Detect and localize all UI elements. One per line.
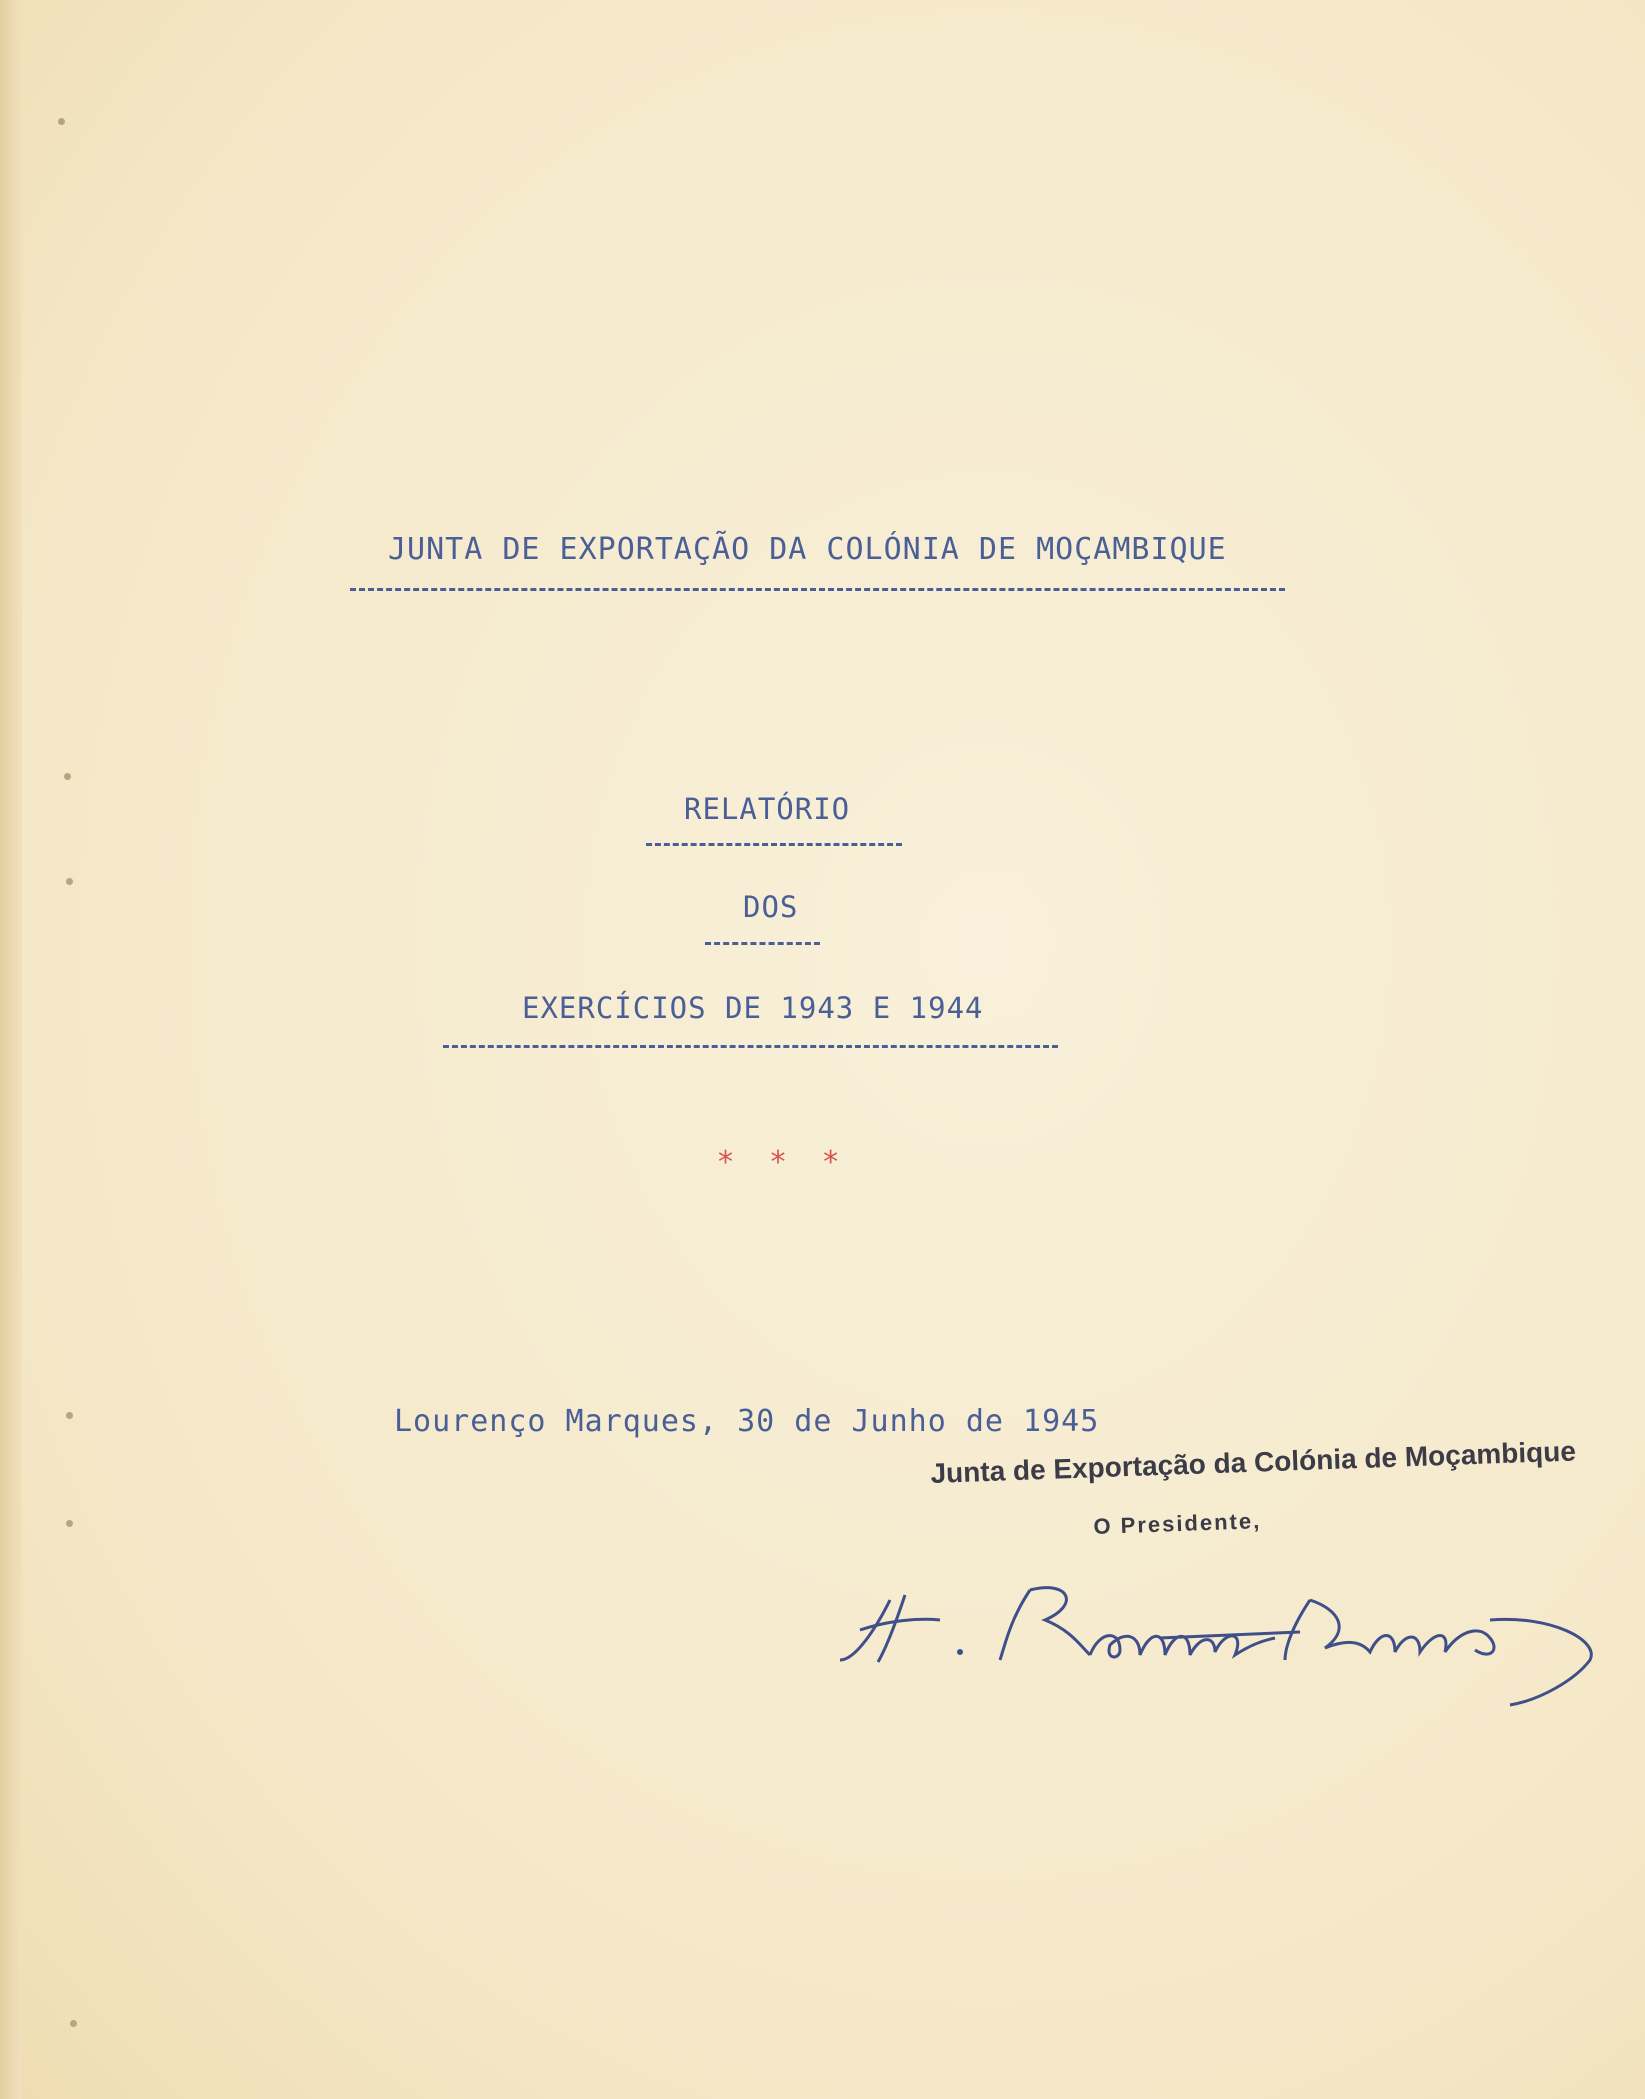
document-heading: JUNTA DE EXPORTAÇÃO DA COLÓNIA DE MOÇAMBIQUE — [388, 532, 1227, 567]
stamp-organization: Junta de Exportação da Colónia de Moçambique — [930, 1435, 1577, 1489]
asterisk-separator: * * * — [718, 1145, 853, 1180]
binding-hole — [58, 118, 65, 125]
place-and-date: Lourenço Marques, 30 de Junho de 1945 — [394, 1404, 1100, 1439]
dos-label: DOS — [743, 890, 799, 924]
report-title: RELATÓRIO — [684, 792, 851, 826]
binding-spine — [0, 0, 22, 2099]
binding-hole — [66, 1520, 73, 1527]
binding-hole — [64, 773, 71, 780]
dos-underline — [705, 942, 820, 945]
heading-underline — [350, 588, 1285, 591]
report-title-underline — [646, 843, 902, 846]
years-title: EXERCÍCIOS DE 1943 E 1944 — [522, 991, 984, 1025]
binding-hole — [66, 1412, 73, 1419]
stamp-title: O Presidente, — [1093, 1508, 1262, 1539]
signature — [830, 1560, 1610, 1710]
years-underline — [443, 1045, 1058, 1048]
binding-hole — [70, 2020, 77, 2027]
binding-hole — [66, 878, 73, 885]
